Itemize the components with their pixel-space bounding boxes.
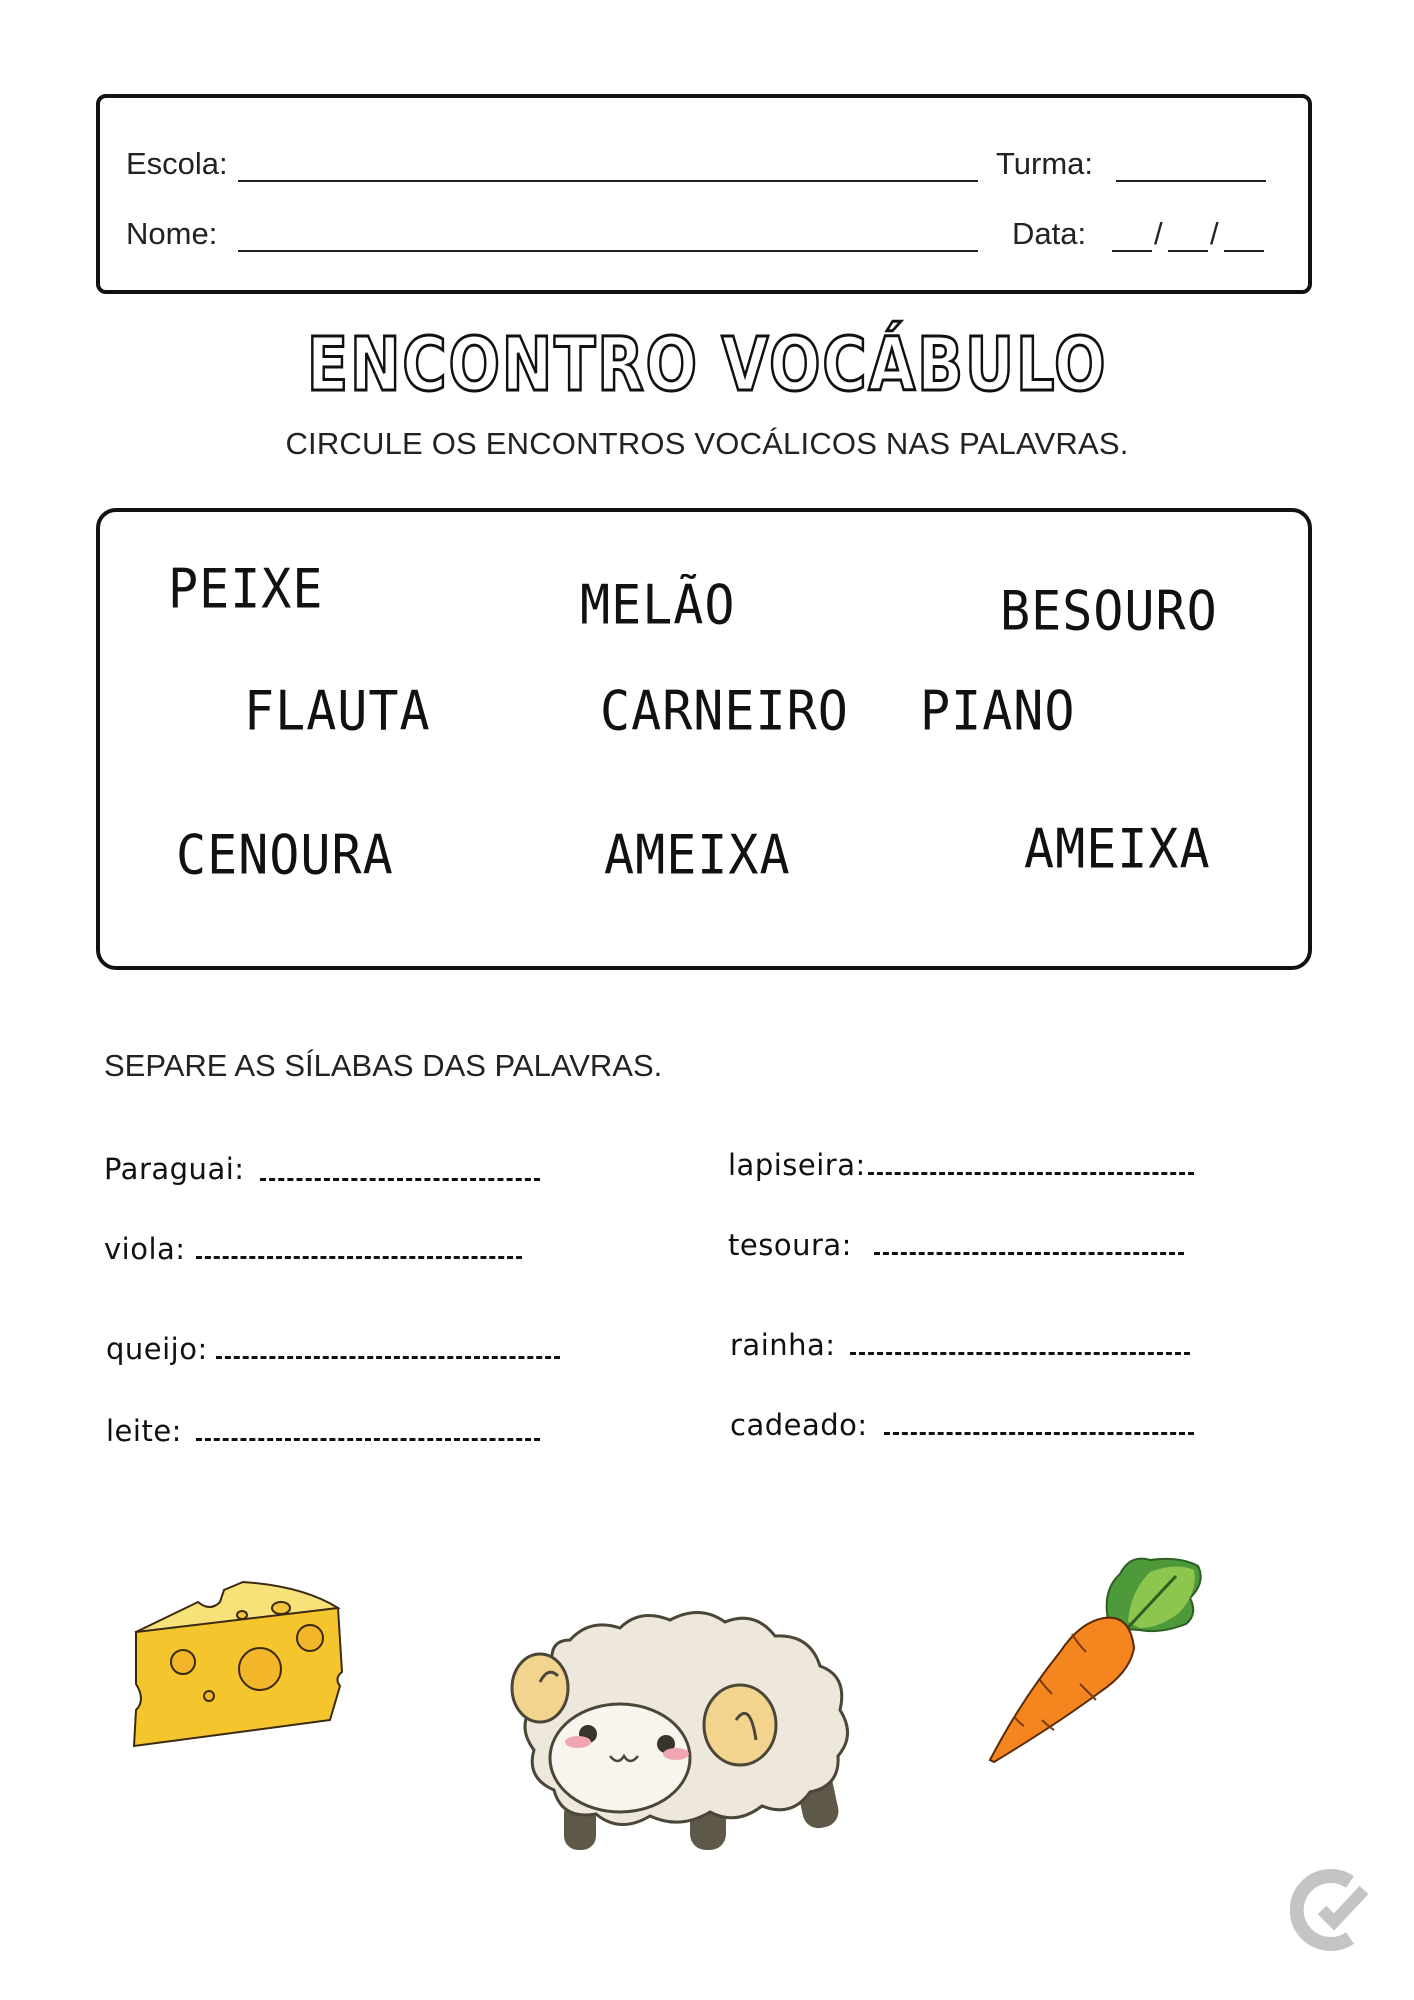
words-box xyxy=(96,508,1312,970)
word-besouro[interactable]: BESOURO xyxy=(1000,580,1218,643)
word-carneiro[interactable]: CARNEIRO xyxy=(600,680,849,743)
instruction-syllables: SEPARE AS SÍLABAS DAS PALAVRAS. xyxy=(104,1048,663,1083)
word-ameixa-2[interactable]: AMEIXA xyxy=(1024,818,1211,881)
syllable-field-tesoura[interactable] xyxy=(874,1252,1184,1255)
syllable-label-rainha: rainha: xyxy=(730,1328,836,1362)
word-peixe[interactable]: PEIXE xyxy=(168,558,324,621)
name-field[interactable] xyxy=(238,250,978,252)
carrot-icon xyxy=(980,1552,1220,1782)
header-box: Escola: Turma: Nome: Data: / / xyxy=(96,94,1312,294)
syllable-field-paraguai[interactable] xyxy=(260,1178,540,1181)
word-flauta[interactable]: FLAUTA xyxy=(244,680,431,743)
syllable-label-cadeado: cadeado: xyxy=(730,1408,868,1442)
school-field[interactable] xyxy=(238,180,978,182)
syllable-label-viola: viola: xyxy=(104,1232,186,1266)
date-day-field[interactable] xyxy=(1112,250,1152,252)
class-field[interactable] xyxy=(1116,180,1266,182)
word-cenoura[interactable]: CENOURA xyxy=(176,824,394,887)
instruction-circle: CIRCULE OS ENCONTROS VOCÁLICOS NAS PALAVRAS. xyxy=(285,426,1129,461)
page-title: ENCONTRO VOCÁBULO xyxy=(306,322,1108,408)
date-year-field[interactable] xyxy=(1224,250,1264,252)
syllable-field-viola[interactable] xyxy=(196,1256,522,1259)
syllable-label-tesoura: tesoura: xyxy=(728,1228,852,1262)
word-melao[interactable]: MELÃO xyxy=(580,574,736,637)
checkmark-logo-icon xyxy=(1290,1866,1376,1952)
word-ameixa[interactable]: AMEIXA xyxy=(604,824,791,887)
syllable-label-paraguai: Paraguai: xyxy=(104,1152,245,1186)
date-month-field[interactable] xyxy=(1168,250,1208,252)
class-label: Turma: xyxy=(996,146,1094,181)
word-piano[interactable]: PIANO xyxy=(920,680,1076,743)
syllable-label-leite: leite: xyxy=(106,1414,182,1448)
school-label: Escola: xyxy=(126,146,228,181)
sheep-icon xyxy=(500,1600,870,1880)
syllable-label-queijo: queijo: xyxy=(106,1332,208,1366)
date-label: Data: xyxy=(1012,216,1087,251)
syllable-label-lapiseira: lapiseira: xyxy=(728,1148,866,1182)
cheese-icon xyxy=(128,1580,358,1750)
syllable-field-rainha[interactable] xyxy=(850,1352,1190,1355)
syllable-field-leite[interactable] xyxy=(196,1438,540,1441)
syllable-field-lapiseira[interactable] xyxy=(868,1172,1194,1175)
name-label: Nome: xyxy=(126,216,218,251)
syllable-field-queijo[interactable] xyxy=(216,1356,560,1359)
syllable-field-cadeado[interactable] xyxy=(884,1432,1194,1435)
